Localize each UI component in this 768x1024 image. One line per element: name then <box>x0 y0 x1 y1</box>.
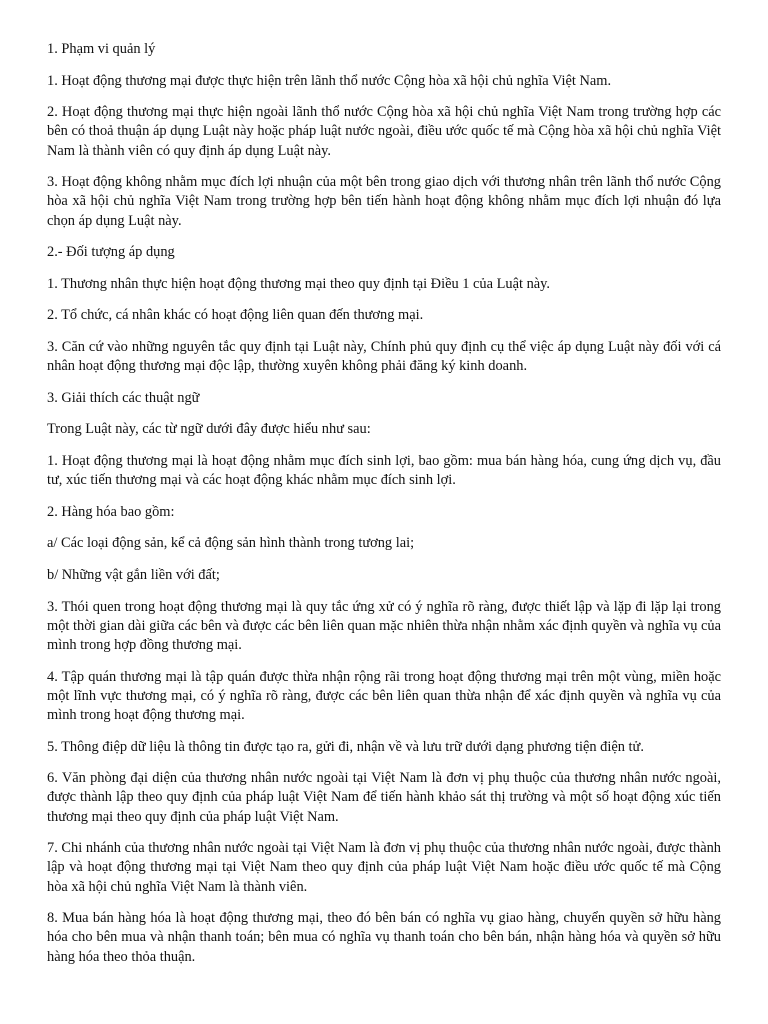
paragraph-definition-4: 4. Tập quán thương mại là tập quán được thừa nhận rộng rãi trong hoạt động thương mại trên một vùng, miền hoặc một lĩnh vực thương mại, có ý nghĩa rõ ràng, được các bên liên quan thừa nhận để xác định quyền và nghĩa vụ của mình trong hoạt động thương mại. <box>47 668 721 723</box>
paragraph-scope-2: 2. Hoạt động thương mại thực hiện ngoài lãnh thổ nước Cộng hòa xã hội chủ nghĩa Việt Nam trong trường hợp các bên có thoả thuận áp dụng Luật này hoặc pháp luật nước ngoài, điều ước quốc tế mà Cộng hòa xã hội chủ nghĩa Việt Nam là thành viên có quy định áp dụng Luật này. <box>47 104 721 159</box>
paragraph-definition-6: 6. Văn phòng đại diện của thương nhân nước ngoài tại Việt Nam là đơn vị phụ thuộc của thương nhân nước ngoài, được thành lập theo quy định của pháp luật Việt Nam để tiến hành khảo sát thị trường và một số hoạt động xúc tiến thương mại theo quy định của pháp luật Việt Nam. <box>47 770 721 825</box>
paragraph-scope-3: 3. Hoạt động không nhằm mục đích lợi nhuận của một bên trong giao dịch với thương nhân trên lãnh thổ nước Cộng hòa xã hội chủ nghĩa Việt Nam trong trường hợp bên tiến hành hoạt động không nhằm mục đích lợi nhuận đó lựa chọn áp dụng Luật này. <box>47 174 721 229</box>
heading-scope: 1. Phạm vi quản lý <box>47 41 156 57</box>
paragraph-definition-2: 2. Hàng hóa bao gồm: <box>47 503 175 520</box>
paragraph-definition-2b: b/ Những vật gắn liền với đất; <box>47 566 220 583</box>
paragraph-subjects-1: 1. Thương nhân thực hiện hoạt động thương mại theo quy định tại Điều 1 của Luật này. <box>47 275 551 292</box>
paragraph-definition-3: 3. Thói quen trong hoạt động thương mại là quy tắc ứng xử có ý nghĩa rõ ràng, được thiết lập và lặp đi lặp lại trong một thời gian dài giữa các bên và được các bên liên quan mặc nhiên thừa nhận nhằm xác định quyền và nghĩa vụ của mình trong hợp đồng thương mại. <box>47 598 721 653</box>
paragraph-definition-8: 8. Mua bán hàng hóa là hoạt động thương mại, theo đó bên bán có nghĩa vụ giao hàng, chuyển quyền sở hữu hàng hóa cho bên mua và nhận thanh toán; bên mua có nghĩa vụ thanh toán cho bên bán, nhận hàng hóa và quyền sở hữu hàng hóa theo thỏa thuận. <box>47 910 721 965</box>
document-page <box>47 40 721 979</box>
paragraph-definitions-intro: Trong Luật này, các từ ngữ dưới đây được hiểu như sau: <box>47 421 371 438</box>
paragraph-subjects-2: 2. Tổ chức, cá nhân khác có hoạt động liên quan đến thương mại. <box>47 307 424 324</box>
paragraph-definition-2a: a/ Các loại động sản, kể cả động sản hình thành trong tương lai; <box>47 535 415 552</box>
paragraph-scope-1: 1. Hoạt động thương mại được thực hiện trên lãnh thổ nước Cộng hòa xã hội chủ nghĩa Việt Nam. <box>47 72 612 89</box>
paragraph-definition-7: 7. Chi nhánh của thương nhân nước ngoài tại Việt Nam là đơn vị phụ thuộc của thương nhân nước ngoài, được thành lập và hoạt động thương mại tại Việt Nam theo quy định của pháp luật Việt Nam hoặc điều ước quốc tế mà Cộng hòa xã hội chủ nghĩa Việt Nam là thành viên. <box>47 840 721 895</box>
paragraph-subjects-3: 3. Căn cứ vào những nguyên tắc quy định tại Luật này, Chính phủ quy định cụ thể việc áp dụng Luật này đối với cá nhân hoạt động thương mại độc lập, thường xuyên không phải đăng ký kinh doanh. <box>47 338 721 375</box>
heading-definitions: 3. Giải thích các thuật ngữ <box>47 389 200 406</box>
heading-subjects: 2.- Đối tượng áp dụng <box>47 244 175 261</box>
paragraph-definition-5: 5. Thông điệp dữ liệu là thông tin được tạo ra, gửi đi, nhận về và lưu trữ dưới dạng phương tiện điện tử. <box>47 738 644 755</box>
paragraph-definition-1: 1. Hoạt động thương mại là hoạt động nhằm mục đích sinh lợi, bao gồm: mua bán hàng hóa, cung ứng dịch vụ, đầu tư, xúc tiến thương mại và các hoạt động khác nhằm mục đích sinh lợi. <box>47 452 721 489</box>
